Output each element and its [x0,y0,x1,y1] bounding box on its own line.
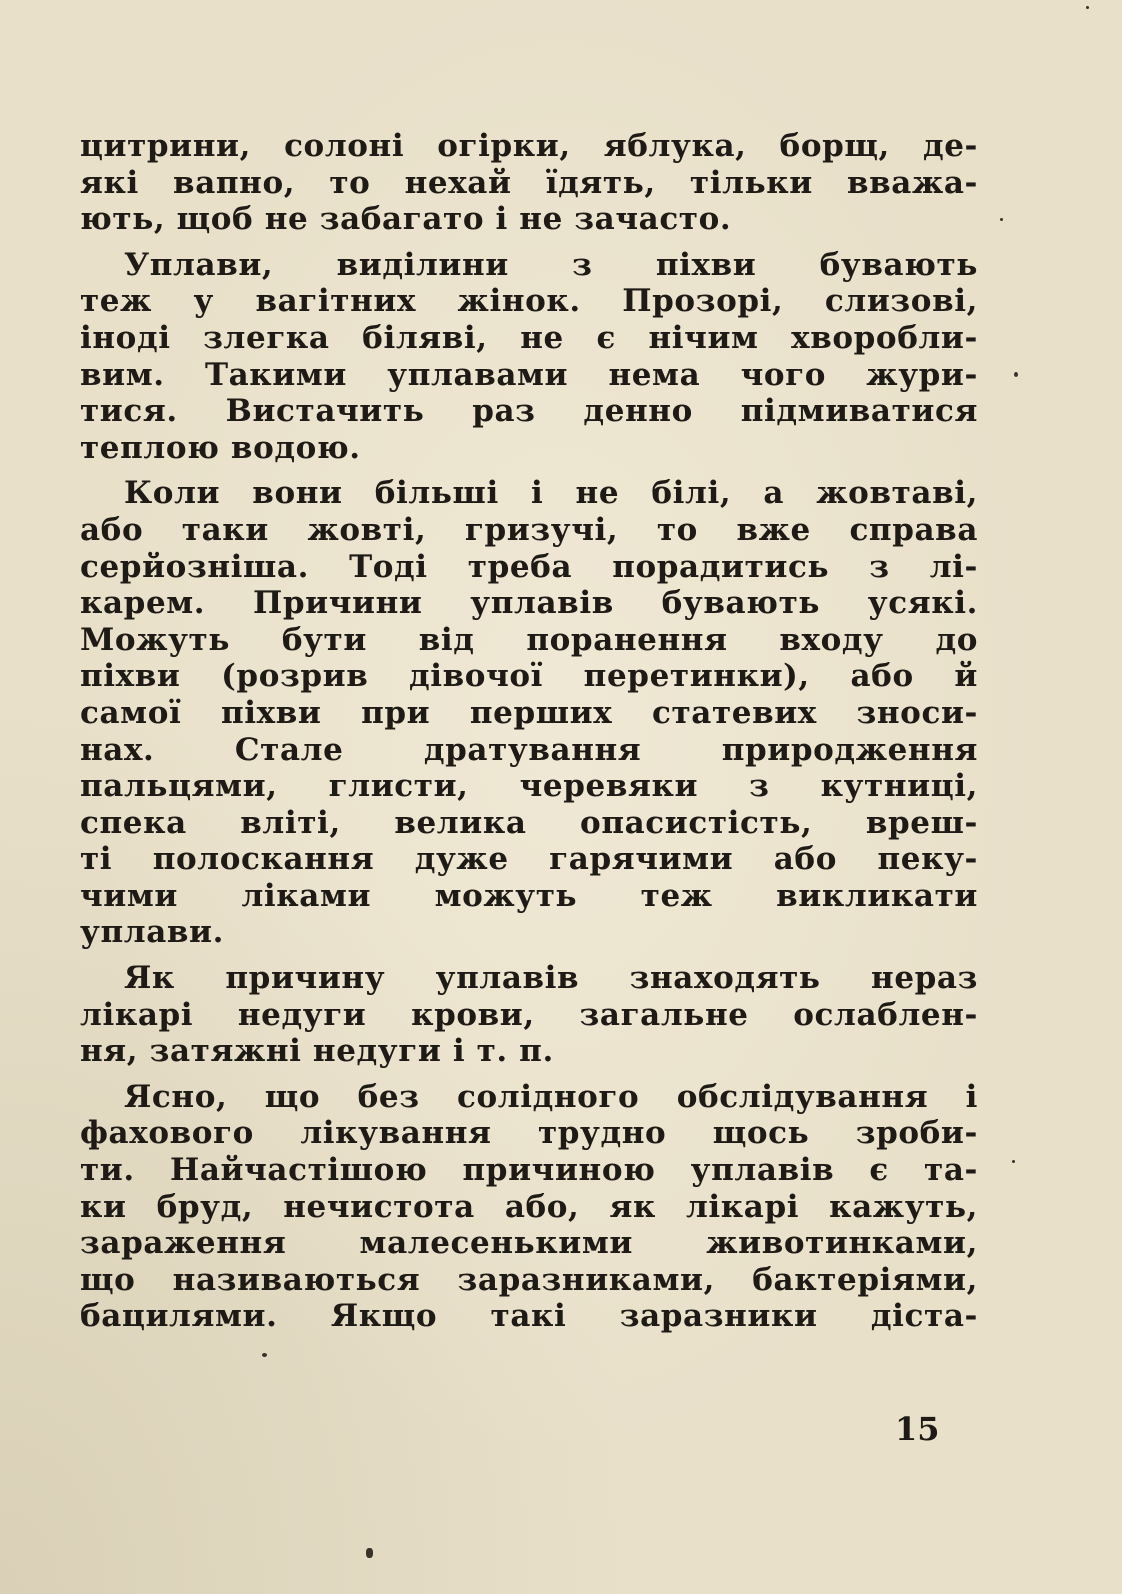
text-line: зараження малесенькими животинками, [80,1225,978,1262]
paper-speck [366,1548,373,1558]
text-line: що називаються заразниками, бактеріями, [80,1261,978,1298]
text-line: цитрини, солоні огірки, яблука, борщ, де- [80,128,978,164]
text-line: пальцями, глисти, черевяки з кутниці, [80,768,978,805]
paper-speck [262,1353,267,1357]
text-line: ки бруд, нечистота або, як лікарі кажуть, [80,1188,978,1225]
text-line: Як причину уплавів знаходять нераз [124,960,978,997]
text-line: Коли вони більші і не білі, а жовтаві, [124,475,978,512]
text-line: піхви (розрив дівочої перетинки), або й [80,658,978,695]
paragraph-4 [80,960,978,1070]
text-line: Уплави, виділини з піхви бувають [124,246,978,283]
text-line: ти. Найчастішою причиною уплавів є та- [80,1152,978,1189]
paper-speck [1012,1160,1015,1163]
text-line: або таки жовті, гризучі, то вже справа [80,511,978,548]
text-line: спека вліті, велика опасистість, вреш- [80,804,978,841]
text-line: іноді злегка біляві, не є нічим хворобли- [80,319,978,356]
paper-speck [1000,218,1003,221]
text-line: карем. Причини уплавів бувають усякі. [80,585,978,622]
text-line: теплою водою. [80,429,361,466]
text-line: теж у вагітних жінок. Прозорі, слизові, [80,283,978,320]
paper-speck [1014,372,1018,377]
paragraph-1 [80,128,978,238]
text-line: серйозніша. Тоді треба порадитись з лі- [80,548,978,585]
page-number: 15 [895,1410,940,1448]
text-line: ня, затяжні недуги і т. п. [80,1033,554,1070]
paper-speck [1086,6,1089,9]
paragraph-2 [80,247,978,467]
text-line: тися. Вистачить раз денно підмиватися [80,393,978,430]
paragraph-5 [80,1079,978,1335]
text-line: лікарі недуги крови, загальне ослаблен- [80,996,978,1033]
text-line: ті полоскання дуже гарячими або пеку- [80,841,978,878]
text-line: уплави. [80,914,225,951]
text-line: Ясно, що без солідного обслідування і [124,1078,978,1115]
text-line: чими ліками можуть теж викликати [80,877,978,914]
text-line: фахового лікування трудно щось зроби- [80,1115,978,1152]
text-line: нах. Стале дратування природження [80,731,978,768]
body-text [80,128,978,1344]
text-line: ють, щоб не забагато і не зачасто. [80,201,732,238]
text-line: самої піхви при перших статевих зноси- [80,694,978,731]
text-line: вим. Такими уплавами нема чого жури- [80,356,978,393]
paragraph-3 [80,475,978,951]
text-line: які вапно, то нехай їдять, тільки вважа- [80,164,978,201]
text-line: Можуть бути від поранення входу до [80,621,978,658]
text-line: бацилями. Якщо такі заразники діста- [80,1298,978,1335]
